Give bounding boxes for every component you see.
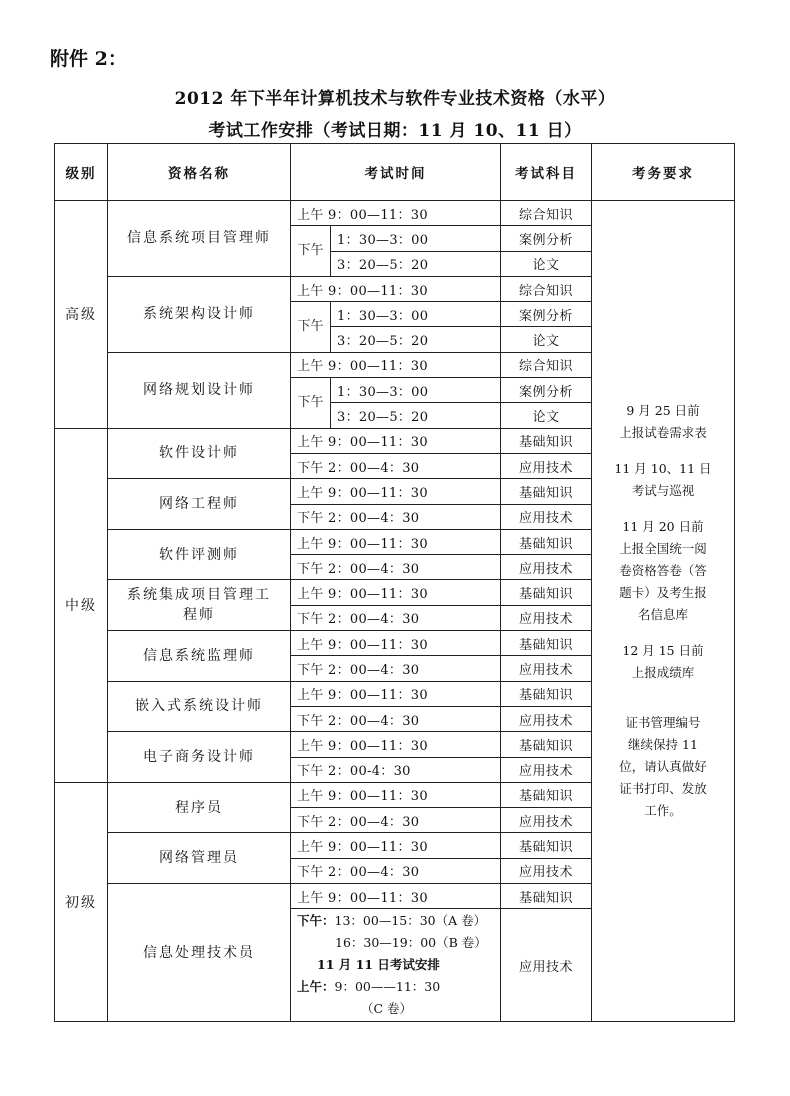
exam-subject: 应用技术 bbox=[501, 504, 592, 529]
req-line: 9 月 25 日前 bbox=[626, 403, 700, 419]
qualification-name: 软件评测师 bbox=[108, 529, 291, 580]
exam-time: 9：00——11：30 bbox=[334, 979, 441, 995]
exam-time: 下午 2：00-4：30 bbox=[291, 757, 501, 782]
exam-time: 3：20—5：20 bbox=[331, 403, 501, 428]
attachment-label: 附件 2： bbox=[50, 48, 127, 70]
req-line: 12 月 15 日前 bbox=[622, 643, 704, 659]
req-line: 继续保持 11 bbox=[628, 737, 698, 753]
req-line: 11 月 20 日前 bbox=[622, 519, 704, 535]
exam-paper-note: （C 卷） bbox=[361, 1001, 413, 1017]
exam-subject: 综合知识 bbox=[501, 276, 592, 301]
exam-time: 上午 9：00—11：30 bbox=[291, 529, 501, 554]
qualification-name: 软件设计师 bbox=[108, 428, 291, 479]
exam-subject: 基础知识 bbox=[501, 681, 592, 706]
exam-subject: 论文 bbox=[501, 403, 592, 428]
qualification-name: 信息处理技术员 bbox=[108, 884, 291, 1022]
am-label: 上午： bbox=[297, 979, 335, 995]
exam-subject: 应用技术 bbox=[501, 453, 592, 478]
exam-day-note: 11 月 11 日考试安排 bbox=[317, 957, 440, 973]
req-line: 证书管理编号 bbox=[625, 715, 701, 731]
exam-schedule-table bbox=[54, 143, 735, 1022]
exam-time: 下午 2：00—4：30 bbox=[291, 858, 501, 883]
header-requirements: 考务要求 bbox=[592, 144, 735, 201]
exam-subject: 基础知识 bbox=[501, 833, 592, 858]
table-header-row bbox=[55, 144, 735, 201]
exam-time: 下午 2：00—4：30 bbox=[291, 656, 501, 681]
exam-time: 上午 9：00—11：30 bbox=[291, 732, 501, 757]
exam-subject: 综合知识 bbox=[501, 352, 592, 377]
exam-subject: 基础知识 bbox=[501, 479, 592, 504]
exam-time: 13：00—15：30（A 卷） bbox=[334, 913, 487, 929]
exam-time: 下午 2：00—4：30 bbox=[291, 605, 501, 630]
exam-subject: 基础知识 bbox=[501, 884, 592, 909]
exam-time-detail bbox=[291, 909, 501, 1022]
exam-time: 下午 2：00—4：30 bbox=[291, 706, 501, 731]
exam-subject: 案例分析 bbox=[501, 378, 592, 403]
qualification-name: 程序员 bbox=[108, 782, 291, 833]
exam-time: 1：30—3：00 bbox=[331, 302, 501, 327]
exam-time: 上午 9：00—11：30 bbox=[291, 580, 501, 605]
exam-subject: 应用技术 bbox=[501, 706, 592, 731]
exam-subject: 综合知识 bbox=[501, 201, 592, 226]
exam-time: 上午 9：00—11：30 bbox=[291, 884, 501, 909]
header-exam-time: 考试时间 bbox=[291, 144, 501, 201]
exam-time: 16：30—19：00（B 卷） bbox=[335, 935, 487, 951]
qualification-name: 电子商务设计师 bbox=[108, 732, 291, 783]
header-subject: 考试科目 bbox=[501, 144, 592, 201]
qualification-name: 信息系统项目管理师 bbox=[108, 201, 291, 277]
exam-time: 上午 9：00—11：30 bbox=[291, 201, 501, 226]
level-mid: 中级 bbox=[55, 428, 108, 782]
exam-time: 上午 9：00—11：30 bbox=[291, 352, 501, 377]
exam-subject: 基础知识 bbox=[501, 580, 592, 605]
exam-time: 3：20—5：20 bbox=[331, 251, 501, 276]
qualification-name: 系统架构设计师 bbox=[108, 276, 291, 352]
table-row bbox=[55, 201, 735, 226]
req-line: 卷资格答卷（答 bbox=[619, 563, 707, 579]
exam-subject: 基础知识 bbox=[501, 428, 592, 453]
req-line: 上报全国统一阅 bbox=[619, 541, 707, 557]
exam-time: 上午 9：00—11：30 bbox=[291, 428, 501, 453]
exam-time: 下午 2：00—4：30 bbox=[291, 555, 501, 580]
req-line: 名信息库 bbox=[637, 607, 688, 623]
exam-time: 上午 9：00—11：30 bbox=[291, 479, 501, 504]
level-junior: 初级 bbox=[55, 782, 108, 1021]
qualification-name: 嵌入式系统设计师 bbox=[108, 681, 291, 732]
exam-time: 上午 9：00—11：30 bbox=[291, 782, 501, 807]
exam-subject: 基础知识 bbox=[501, 529, 592, 554]
exam-subject: 基础知识 bbox=[501, 631, 592, 656]
req-line: 题卡）及考生报 bbox=[619, 585, 707, 601]
exam-time: 上午 9：00—11：30 bbox=[291, 276, 501, 301]
req-line: 证书打印、发放 bbox=[619, 781, 707, 797]
pm-label: 下午 bbox=[291, 226, 331, 277]
exam-time: 1：30—3：00 bbox=[331, 226, 501, 251]
req-line: 考试与巡视 bbox=[631, 483, 695, 499]
exam-subject: 应用技术 bbox=[501, 555, 592, 580]
pm-label: 下午： bbox=[297, 913, 335, 929]
qualification-name: 网络规划设计师 bbox=[108, 352, 291, 428]
exam-time: 3：20—5：20 bbox=[331, 327, 501, 352]
qualification-name: 信息系统监理师 bbox=[108, 631, 291, 682]
qualification-name: 网络管理员 bbox=[108, 833, 291, 884]
level-senior: 高级 bbox=[55, 201, 108, 429]
exam-subject: 案例分析 bbox=[501, 302, 592, 327]
exam-subject: 基础知识 bbox=[501, 782, 592, 807]
qualification-name: 系统集成项目管理工程师 bbox=[108, 580, 291, 631]
req-line: 位，请认真做好 bbox=[619, 759, 707, 775]
exam-subject: 应用技术 bbox=[501, 858, 592, 883]
header-qualification: 资格名称 bbox=[108, 144, 291, 201]
qualification-name: 网络工程师 bbox=[108, 479, 291, 530]
exam-time: 下午 2：00—4：30 bbox=[291, 453, 501, 478]
exam-time: 上午 9：00—11：30 bbox=[291, 681, 501, 706]
exam-subject: 案例分析 bbox=[501, 226, 592, 251]
exam-subject: 基础知识 bbox=[501, 732, 592, 757]
exam-subject: 应用技术 bbox=[501, 605, 592, 630]
exam-time: 下午 2：00—4：30 bbox=[291, 504, 501, 529]
exam-subject: 应用技术 bbox=[501, 808, 592, 833]
exam-subject: 论文 bbox=[501, 327, 592, 352]
document-title: 2012 年下半年计算机技术与软件专业技术资格（水平） bbox=[174, 89, 616, 109]
req-line: 11 月 10、11 日 bbox=[614, 461, 712, 477]
exam-time: 上午 9：00—11：30 bbox=[291, 631, 501, 656]
exam-time: 上午 9：00—11：30 bbox=[291, 833, 501, 858]
req-line: 上报试卷需求表 bbox=[619, 425, 707, 441]
req-line: 工作。 bbox=[644, 803, 682, 819]
pm-label: 下午 bbox=[291, 302, 331, 353]
requirements-cell bbox=[592, 201, 735, 1022]
header-level: 级别 bbox=[55, 144, 108, 201]
exam-subject: 应用技术 bbox=[501, 909, 592, 1022]
exam-subject: 应用技术 bbox=[501, 656, 592, 681]
pm-label: 下午 bbox=[291, 378, 331, 429]
req-line: 上报成绩库 bbox=[631, 665, 695, 681]
exam-time: 下午 2：00—4：30 bbox=[291, 808, 501, 833]
document-subtitle: 考试工作安排（考试日期：11 月 10、11 日） bbox=[208, 121, 582, 141]
exam-subject: 论文 bbox=[501, 251, 592, 276]
exam-time: 1：30—3：00 bbox=[331, 378, 501, 403]
exam-subject: 应用技术 bbox=[501, 757, 592, 782]
